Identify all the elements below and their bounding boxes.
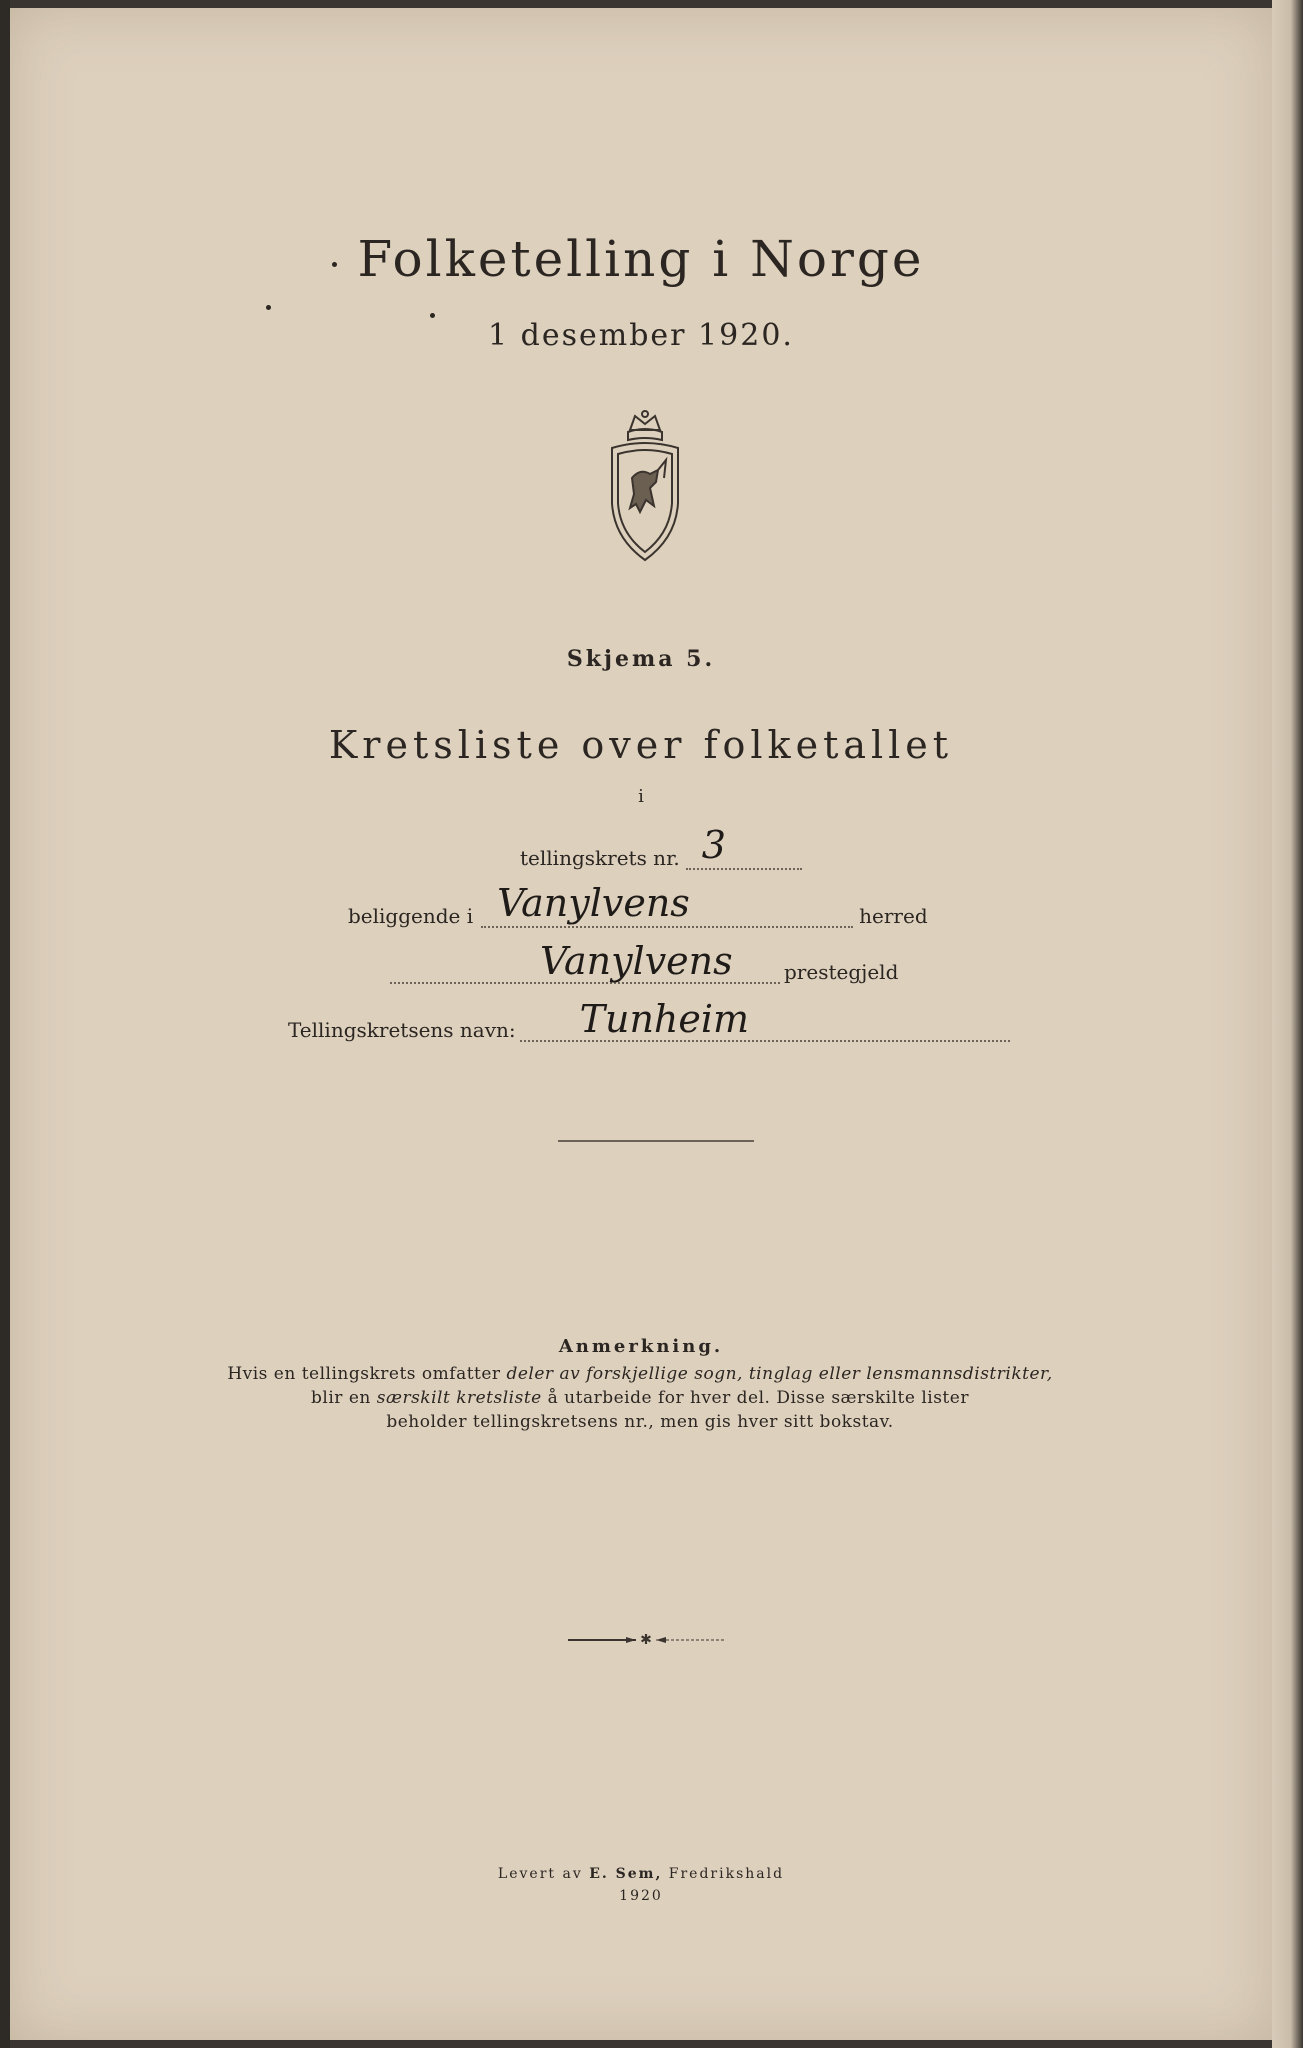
prestegjeld-field[interactable]: Vanylvens (390, 942, 780, 984)
printer-prefix: Levert av (497, 1866, 590, 1882)
note-text-part: å utarbeide for hver del. Disse særskilte lister (541, 1388, 969, 1408)
right-page-edge (1272, 0, 1303, 2048)
form-heading: Kretsliste over folketallet (328, 723, 954, 767)
note-text-part: Hvis en tellingskrets omfatter (227, 1364, 507, 1384)
navn-row (288, 997, 1010, 1042)
printer-name: E. Sem, (589, 1866, 663, 1882)
beliggende-row (348, 881, 928, 928)
navn-label: Tellingskretsens navn: (288, 1018, 516, 1042)
note-emphasis: deler av forskjellige sogn, tinglag eller lensmannsdistrikter, (506, 1364, 1053, 1384)
prestegjeld-label: prestegjeld (784, 960, 899, 984)
kretsnavn-field[interactable]: Tunheim (520, 1000, 1010, 1042)
page-title: Folketelling i Norge (357, 230, 925, 288)
note-line-2 (200, 1386, 1080, 1410)
prestegjeld-row (390, 939, 899, 984)
preposition-i: i (638, 786, 644, 807)
note-text-part: blir en (311, 1388, 377, 1408)
print-year: 1920 (619, 1888, 663, 1904)
note-line-1 (200, 1362, 1080, 1386)
census-date: 1 desember 1920. (488, 318, 794, 353)
beliggende-label: beliggende i (348, 904, 474, 928)
schema-number: Skjema 5. (566, 646, 716, 672)
ink-dot (266, 305, 271, 310)
svg-text:✱: ✱ (640, 1634, 652, 1646)
tellingskrets-row (520, 823, 802, 870)
note-line-3: beholder tellingskretsens nr., men gis hver sitt bokstav. (386, 1412, 894, 1432)
printer-credit (10, 1866, 1272, 1882)
tellingskrets-label: tellingskrets nr. (520, 846, 680, 870)
printer-place: Fredrikshald (662, 1866, 785, 1882)
herred-label: herred (859, 904, 928, 928)
ornament-divider-icon (566, 1634, 726, 1646)
note-title: Anmerkning. (558, 1336, 724, 1357)
left-page-edge (0, 0, 10, 2048)
note-emphasis: særskilt kretsliste (376, 1388, 542, 1408)
section-divider (558, 1140, 754, 1142)
tellingskrets-number-field[interactable]: 3 (686, 826, 802, 870)
herred-field[interactable]: Vanylvens (481, 884, 853, 928)
document-page (10, 8, 1272, 2040)
note-text (200, 1362, 1080, 1434)
norwegian-coat-of-arms-icon (600, 408, 690, 568)
